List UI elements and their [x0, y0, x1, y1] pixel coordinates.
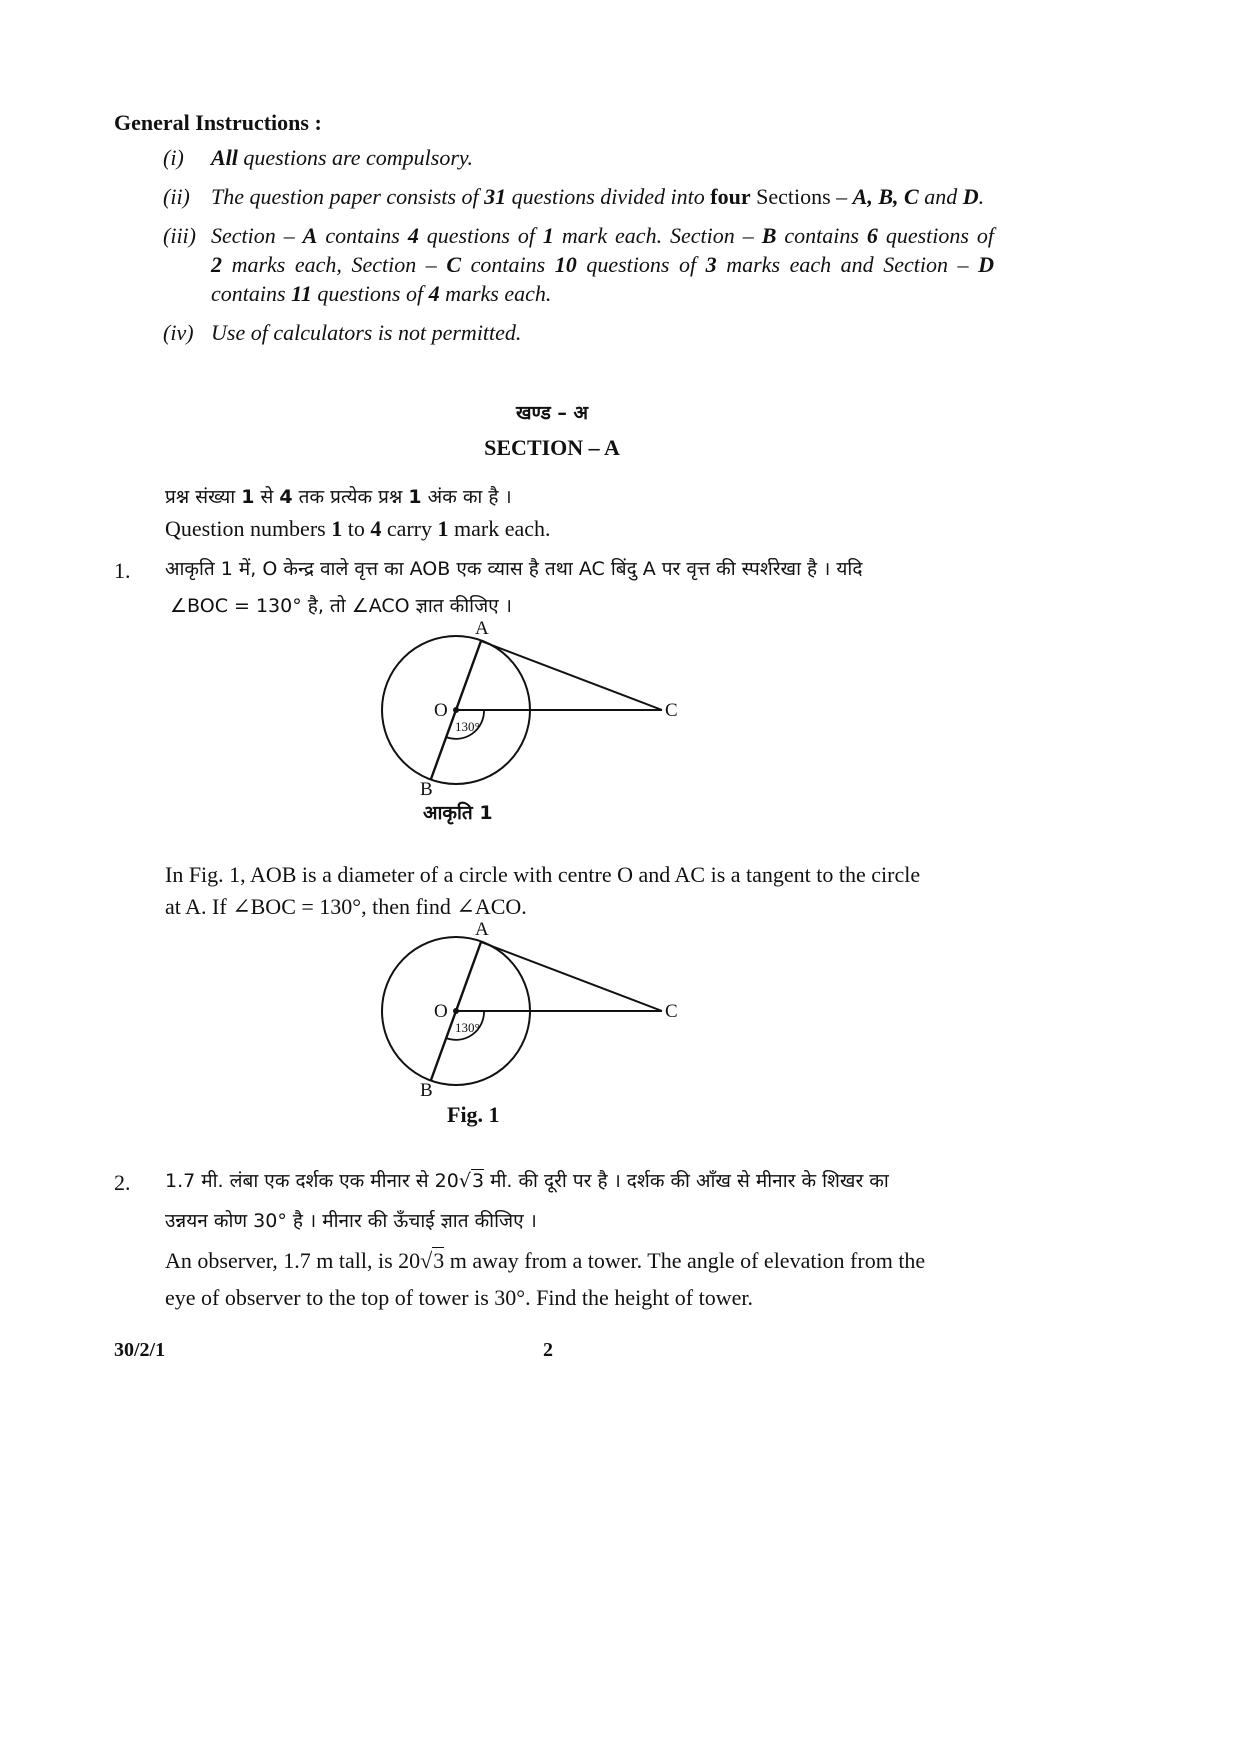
text-run: mark each. Section –: [553, 223, 762, 248]
text-run: mark each.: [448, 516, 551, 541]
emphasis-text: 1: [542, 223, 554, 248]
text-run: questions are compulsory.: [237, 145, 473, 170]
text-run: Use of calculators is not permitted.: [211, 320, 522, 345]
q2-hindi-line-1: [165, 1166, 889, 1196]
emphasis-text: 1: [241, 486, 255, 508]
text-run: questions of: [311, 281, 429, 306]
emphasis-text: 2: [211, 252, 222, 277]
text-run: to: [342, 516, 371, 541]
text-run: से: [254, 486, 280, 508]
emphasis-text: 11: [291, 281, 312, 306]
text-run: Question numbers: [165, 516, 332, 541]
q1-english-line-1: In Fig. 1, AOB is a diameter of a circle with centre O and AC is a tangent to the circle: [165, 862, 921, 887]
q2-english-line-2: eye of observer to the top of tower is 30°. Find the height of tower.: [165, 1285, 754, 1310]
question-number: 1.: [114, 558, 131, 583]
text-run: .: [978, 184, 985, 209]
text-run: The question paper consists of: [211, 184, 485, 209]
instruction-number: (i): [163, 145, 184, 170]
text-run: marks each, Section –: [222, 252, 447, 277]
instruction-number: (iv): [163, 320, 194, 345]
text-run: questions divided into: [506, 184, 711, 209]
emphasis-text: All: [211, 145, 238, 170]
q2-hindi-text: मी. की दूरी पर है । दर्शक की आँख से मीनार के शिखर का: [484, 1170, 889, 1192]
text-run: प्रश्न संख्या: [165, 486, 242, 508]
emphasis-text: 6: [866, 223, 878, 248]
emphasis-text: 4: [279, 486, 293, 508]
emphasis-text: A, B, C: [852, 184, 919, 209]
emphasis-text: 4: [370, 516, 382, 541]
emphasis-text: D: [978, 252, 994, 277]
emphasis-text: D: [962, 184, 979, 209]
section-title: SECTION – A: [484, 435, 620, 460]
point-label-c: C: [665, 700, 678, 721]
point-label-a: A: [475, 618, 489, 639]
point-label-b: B: [420, 1080, 433, 1101]
emphasis-text: 4: [407, 223, 419, 248]
emphasis-text: 4: [428, 281, 440, 306]
emphasis-text: 3: [705, 252, 717, 277]
emphasis-text: 1: [437, 516, 449, 541]
text-run: contains: [211, 281, 292, 306]
point-label-a: A: [475, 919, 489, 940]
text-run: marks each and Section –: [716, 252, 979, 277]
q2-hindi-text: 1.7 मी. लंबा एक दर्शक एक मीनार से 20: [165, 1170, 459, 1192]
point-label-o: O: [434, 700, 448, 721]
circle-diagram: [382, 937, 662, 1085]
emphasis-text: 31: [484, 184, 507, 209]
text-run: तक प्रत्येक प्रश्न: [292, 486, 409, 508]
figure-caption-hindi: आकृति 1: [423, 802, 493, 824]
text-run: questions of: [418, 223, 543, 248]
text-run: Section –: [211, 223, 303, 248]
emphasis-text: 1: [408, 486, 422, 508]
figure-caption: Fig. 1: [447, 1102, 500, 1127]
point-label-o: O: [434, 1001, 448, 1022]
q2-english-line-1: [165, 1246, 925, 1276]
point-label-c: C: [665, 1001, 678, 1022]
emphasis-text: four: [710, 184, 751, 209]
text-run: questions of: [576, 252, 706, 277]
text-run: carry: [381, 516, 438, 541]
point-label-b: B: [420, 779, 433, 800]
paper-code: 30/2/1: [114, 1339, 166, 1361]
sqrt-radicand: 3: [471, 1170, 485, 1192]
page-number: 2: [543, 1339, 553, 1361]
emphasis-text: 10: [554, 252, 577, 277]
instruction-number: (ii): [163, 184, 190, 209]
q1-hindi-line-1: आकृति 1 में, O केन्द्र वाले वृत्त का AOB एक व्यास है तथा AC बिंदु A पर वृत्त की स्पर्शरेखा है । यदि: [165, 558, 863, 580]
q1-hindi-line-2: ∠BOC = 130° है, तो ∠ACO ज्ञात कीजिए ।: [170, 595, 512, 617]
q2-english-text: An observer, 1.7 m tall, is 20: [165, 1248, 421, 1273]
emphasis-text: C: [446, 252, 462, 277]
text-run: and: [918, 184, 963, 209]
q1-english-line-2: at A. If ∠BOC = 130°, then find ∠ACO.: [165, 894, 527, 919]
text-run: contains: [776, 223, 867, 248]
text-run: अंक का है ।: [421, 486, 512, 508]
text-run: Sections –: [750, 184, 853, 209]
emphasis-text: B: [761, 223, 777, 248]
centre-point: [453, 1008, 459, 1014]
sqrt-radicand: 3: [433, 1248, 445, 1273]
emphasis-text: A: [302, 223, 318, 248]
text-run: contains: [461, 252, 555, 277]
sqrt-sign: √: [420, 1248, 433, 1273]
emphasis-text: 1: [331, 516, 343, 541]
text-run: questions of: [877, 223, 994, 248]
text-run: contains: [317, 223, 408, 248]
angle-label: 130°: [455, 719, 480, 734]
section-title-hindi: खण्ड – अ: [516, 402, 588, 424]
q2-english-text: m away from a tower. The angle of elevation from the: [444, 1248, 926, 1273]
tangent-ac: [481, 942, 662, 1011]
instruction-number: (iii): [163, 223, 196, 248]
text-run: marks each.: [439, 281, 552, 306]
question-number: 2.: [114, 1170, 131, 1195]
sqrt-sign: √: [458, 1170, 471, 1192]
angle-label: 130°: [455, 1020, 480, 1035]
instructions-heading: General Instructions :: [114, 110, 322, 135]
q2-hindi-line-2: उन्नयन कोण 30° है । मीनार की ऊँचाई ज्ञात कीजिए ।: [165, 1210, 537, 1232]
